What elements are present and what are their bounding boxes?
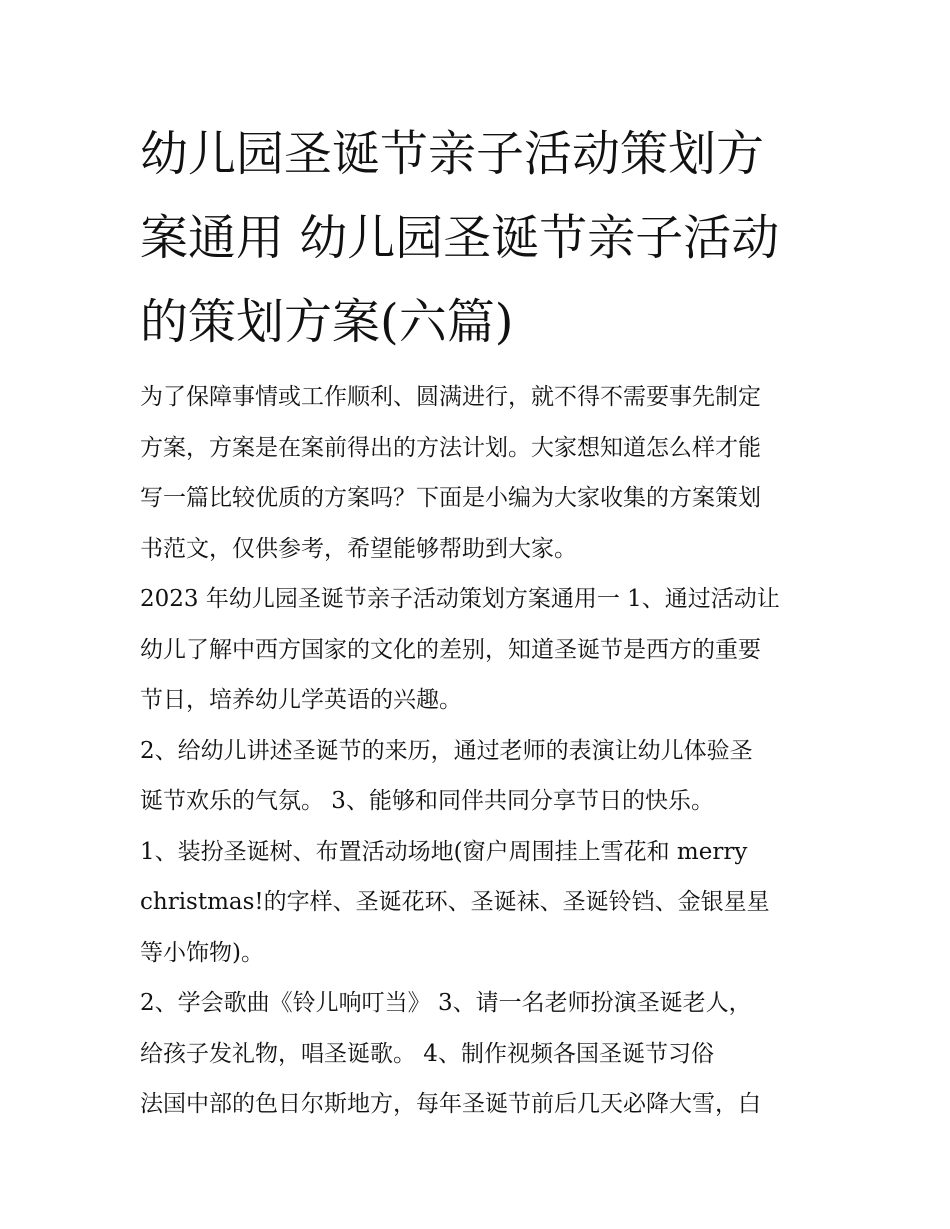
document-title	[140, 112, 820, 364]
text-line: 书范文，仅供参考，希望能够帮助到大家。	[140, 535, 577, 562]
text-line: 2、学会歌曲《铃儿响叮当》 3、请一名老师扮演圣诞老人，	[140, 990, 752, 1016]
text-line: christmas!的字样、圣诞花环、圣诞袜、圣诞铃铛、金银星星	[140, 889, 770, 915]
text-line: 诞节欢乐的气氛。 3、能够和同伴共同分享节日的快乐。	[140, 788, 714, 814]
title-line: 幼儿园圣诞节亲子活动策划方	[140, 126, 765, 182]
text-line: 幼儿了解中西方国家的文化的差别，知道圣诞节是西方的重要	[140, 636, 761, 663]
paragraph-intro	[140, 372, 820, 574]
paragraph-preparation-continued	[140, 978, 820, 1130]
text-line: 为了保障事情或工作顺利、圆满进行，就不得不需要事先制定	[140, 384, 761, 410]
text-line: 等小饰物)。	[140, 939, 264, 966]
title-line: 案通用 幼儿园圣诞节亲子活动	[140, 210, 780, 266]
text-line: 节日，培养幼儿学英语的兴趣。	[140, 687, 462, 713]
paragraph-goals-continued	[140, 726, 820, 827]
paragraph-goals	[140, 574, 820, 726]
text-line: 1、装扮圣诞树、布置活动场地(窗户周围挂上雪花和 merry	[140, 838, 748, 865]
text-line: 方案，方案是在案前得出的方法计划。大家想知道怎么样才能	[140, 434, 761, 461]
title-line: 的策划方案(六篇)	[140, 294, 514, 350]
text-line: 2、给幼儿讲述圣诞节的来历，通过老师的表演让幼儿体验圣	[140, 737, 753, 764]
text-line: 给孩子发礼物，唱圣诞歌。 4、制作视频各国圣诞节习俗	[140, 1040, 714, 1067]
paragraph-preparation	[140, 827, 820, 979]
text-line: 2023 年幼儿园圣诞节亲子活动策划方案通用一 1、通过活动让	[140, 586, 780, 612]
text-line: 法国中部的色日尔斯地方，每年圣诞节前后几天必降大雪，白	[140, 1091, 761, 1117]
text-line: 写一篇比较优质的方案吗？下面是小编为大家收集的方案策划	[140, 485, 761, 511]
document-page	[140, 112, 820, 1130]
